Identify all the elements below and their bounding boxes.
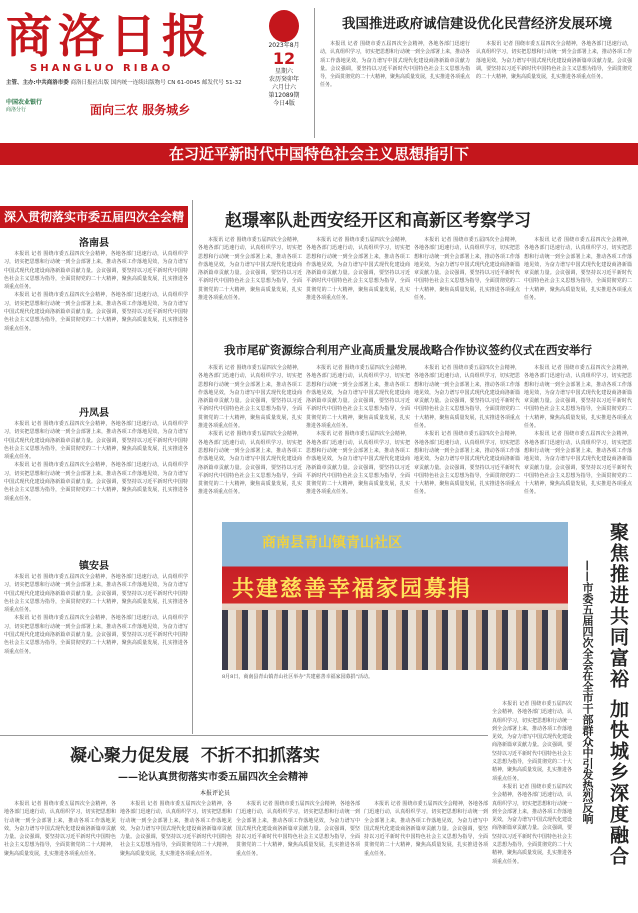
publisher-detail: 商洛日报社出版 国内统一连续出版物号 CN 61-0045 邮发代号 51-32 [70,80,242,86]
date-weekday: 星期六 [274,68,293,75]
county-text-3: 本报讯 记者 围绕市委五届四次全会精神，各地各部门迅速行动，认真组织学习，切实把思想和行动统一到全会部署上来，推动各项工作落地见效，为奋力谱写中国式现代化建设商洛新篇章贡献力量。会议强调，要坚持以习近平新时代中国特色社会主义思想为指导，全面贯彻党的二十大精神，聚焦高质量发展，扎实推进各项重点任务。 [4,574,188,614]
county-heading-1: 洛南县 [79,238,109,249]
vertical-headline: 聚焦推进共同富裕 加快城乡深度融合 [607,522,629,867]
sidebar-divider [192,200,193,734]
second-col1 [198,364,302,514]
bottom-text2: 本报讯 记者 围绕市委五届四次全会精神，各地各部门迅速行动，认真组织学习，切实把思想和行动统一到全会部署上来，推动各项工作落地见效，为奋力谱写中国式现代化建设商洛新篇章贡献力量。会议强调，要坚持以习近平新时代中国特色社会主义思想为指导，全面贯彻党的二十大精神，聚焦高质量发展，扎实推进各项重点任务。 [120,801,232,857]
top-story-col2 [476,40,632,138]
lead-text2: 本报讯 记者 围绕市委五届四次全会精神，各地各部门迅速行动，认真组织学习，切实把思想和行动统一到全会部署上来，推动各项工作落地见效，为奋力谱写中国式现代化建设商洛新篇章贡献力量。会议强调，要坚持以习近平新时代中国特色社会主义思想为指导，全面贯彻党的二十大精神，聚焦高质量发展，扎实推进各项重点任务。 [306,237,410,302]
bottom-col1 [4,800,116,906]
county-text-2b: 本报讯 记者 围绕市委五届四次全会精神，各地各部门迅速行动，认真组织学习，切实把思想和行动统一到全会部署上来，推动各项工作落地见效，为奋力谱写中国式现代化建设商洛新篇章贡献力量。会议强调，要坚持以习近平新时代中国特色社会主义思想为指导，全面贯彻党的二十大精神，聚焦高质量发展，扎实推进各项重点任务。 [4,462,188,502]
sidebar-header: 深入贯彻落实市委五届四次全会精神 [0,206,188,228]
lead-col2 [306,236,410,334]
county-heading-2: 丹凤县 [79,408,109,419]
second-headline: 我市尾矿资源综合利用产业高质量发展战略合作协议签约仪式在西安举行 [224,343,592,357]
news-photo [222,522,568,670]
masthead-pinyin: SHANGLUO RIBAO [30,63,174,74]
lead-text1: 本报讯 记者 围绕市委五届四次全会精神，各地各部门迅速行动，认真组织学习，切实把思想和行动统一到全会部署上来，推动各项工作落地见效，为奋力谱写中国式现代化建设商洛新篇章贡献力量。会议强调，要坚持以习近平新时代中国特色社会主义思想为指导，全面贯彻党的二十大精神，聚焦高质量发展，扎实推进各项重点任务。 [198,237,302,302]
bottom-col2 [120,800,232,906]
county-text-2: 本报讯 记者 围绕市委五届四次全会精神，各地各部门迅速行动，认真组织学习，切实把思想和行动统一到全会部署上来，推动各项工作落地见效，为奋力谱写中国式现代化建设商洛新篇章贡献力量。会议强调，要坚持以习近平新时代中国特色社会主义思想为指导，全面贯彻党的二十大精神，聚焦高质量发展，扎实推进各项重点任务。 [4,421,188,461]
second-text1b: 本报讯 记者 围绕市委五届四次全会精神，各地各部门迅速行动，认真组织学习，切实把思想和行动统一到全会部署上来，推动各项工作落地见效，为奋力谱写中国式现代化建设商洛新篇章贡献力量。会议强调，要坚持以习近平新时代中国特色社会主义思想为指导，全面贯彻党的二十大精神，聚焦高质量发展，扎实推进各项重点任务。 [198,431,302,496]
county-text-1: 本报讯 记者 围绕市委五届四次全会精神，各地各部门迅速行动，认真组织学习，切实把思想和行动统一到全会部署上来，推动各项工作落地见效，为奋力谱写中国式现代化建设商洛新篇章贡献力量。会议强调，要坚持以习近平新时代中国特色社会主义思想为指导，全面贯彻党的二十大精神，聚焦高质量发展，扎实推进各项重点任务。 [4,251,188,291]
date-lunar: 农历癸卯年 [268,76,299,83]
bottom-rule [0,735,488,736]
bottom-text4: 本报讯 记者 围绕市委五届四次全会精神，各地各部门迅速行动，认真组织学习，切实把思想和行动统一到全会部署上来，推动各项工作落地见效，为奋力谱写中国式现代化建设商洛新篇章贡献力量。会议强调，要坚持以习近平新时代中国特色社会主义思想为指导，全面贯彻党的二十大精神，聚焦高质量发展，扎实推进各项重点任务。 [364,801,488,857]
bottom-col4 [364,800,488,906]
feature-col1 [198,522,218,698]
masthead-slogan: 面向三农 服务城乡 [90,103,191,117]
bottom-author: 本报评论员 [200,790,231,797]
second-col3 [414,364,520,514]
second-text3: 本报讯 记者 围绕市委五届四次全会精神，各地各部门迅速行动，认真组织学习，切实把思想和行动统一到全会部署上来，推动各项工作落地见效，为奋力谱写中国式现代化建设商洛新篇章贡献力量。会议强调，要坚持以习近平新时代中国特色社会主义思想为指导，全面贯彻党的二十大精神，聚焦高质量发展，扎实推进各项重点任务。 [414,365,520,430]
lead-headline: 赵璟率队赴西安经开区和高新区考察学习 [225,211,531,231]
feature-text2: 本报讯 记者 围绕市委五届四次全会精神，各地各部门迅速行动，认真组织学习，切实把思想和行动统一到全会部署上来，推动各项工作落地见效，为奋力谱写中国式现代化建设商洛新篇章贡献力量。会议强调，要坚持以习近平新时代中国特色社会主义思想为指导，全面贯彻党的二十大精神，聚焦高质量发展，扎实推进各项重点任务。 [492,783,572,865]
second-text3b: 本报讯 记者 围绕市委五届四次全会精神，各地各部门迅速行动，认真组织学习，切实把思想和行动统一到全会部署上来，推动各项工作落地见效，为奋力谱写中国式现代化建设商洛新篇章贡献力量。会议强调，要坚持以习近平新时代中国特色社会主义思想为指导，全面贯彻党的二十大精神，聚焦高质量发展，扎实推进各项重点任务。 [414,431,520,496]
county-text-1b: 本报讯 记者 围绕市委五届四次全会精神，各地各部门迅速行动，认真组织学习，切实把思想和行动统一到全会部署上来，推动各项工作落地见效，为奋力谱写中国式现代化建设商洛新篇章贡献力量。会议强调，要坚持以习近平新时代中国特色社会主义思想为指导，全面贯彻党的二十大精神，聚焦高质量发展，扎实推进各项重点任务。 [4,292,188,332]
photo-sign-2: 共建慈善幸福家园募捐 [232,577,473,602]
second-col4 [524,364,632,514]
county-heading-3: 镇安县 [79,561,109,572]
bank-logo [6,97,66,119]
bottom-subheadline: ——论认真贯彻落实市委五届四次全会精神 [118,772,308,783]
bottom-col3 [236,800,360,906]
bank-name: 中国农业银行 [6,99,43,106]
county-story-3 [4,573,188,733]
bottom-text1: 本报讯 记者 围绕市委五届四次全会精神，各地各部门迅速行动，认真组织学习，切实把思想和行动统一到全会部署上来，推动各项工作落地见效，为奋力谱写中国式现代化建设商洛新篇章贡献力量。会议强调，要坚持以习近平新时代中国特色社会主义思想为指导，全面贯彻党的二十大精神，聚焦高质量发展，扎实推进各项重点任务。 [4,801,116,857]
vertical-divider [314,8,315,138]
publisher: 主管、主办:中共商洛市委 [6,80,69,86]
date-today: 今日4版 [273,100,295,107]
second-text2: 本报讯 记者 围绕市委五届四次全会精神，各地各部门迅速行动，认真组织学习，切实把思想和行动统一到全会部署上来，推动各项工作落地见效，为奋力谱写中国式现代化建设商洛新篇章贡献力量。会议强调，要坚持以习近平新时代中国特色社会主义思想为指导，全面贯彻党的二十大精神，聚焦高质量发展，扎实推进各项重点任务。 [306,365,410,430]
publisher-info [6,80,261,87]
emblem-icon [269,10,299,42]
top-story-text2: 本报讯 记者 围绕市委五届四次全会精神，各地各部门迅速行动，认真组织学习，切实把思想和行动统一到全会部署上来，推动各项工作落地见效，为奋力谱写中国式现代化建设商洛新篇章贡献力量。会议强调，要坚持以习近平新时代中国特色社会主义思想为指导，全面贯彻党的二十大精神，聚焦高质量发展，扎实推进各项重点任务。 [476,41,632,81]
feature-text: 本报讯 记者 围绕市委五届四次全会精神，各地各部门迅速行动，认真组织学习，切实把思想和行动统一到全会部署上来，推动各项工作落地见效，为奋力谱写中国式现代化建设商洛新篇章贡献力量。会议强调，要坚持以习近平新时代中国特色社会主义思想为指导，全面贯彻党的二十大精神，聚焦高质量发展，扎实推进各项重点任务。 [492,701,572,782]
lead-col4 [524,236,632,334]
top-story-text1: 本报讯 记者 围绕市委五届四次全会精神，各地各部门迅速行动，认真组织学习，切实把思想和行动统一到全会部署上来，推动各项工作落地见效，为奋力谱写中国式现代化建设商洛新篇章贡献力量。会议强调，要坚持以习近平新时代中国特色社会主义思想为指导，全面贯彻党的二十大精神，聚焦高质量发展，扎实推进各项重点任务。 [320,41,470,89]
top-story-col1 [320,40,470,138]
county-text-3b: 本报讯 记者 围绕市委五届四次全会精神，各地各部门迅速行动，认真组织学习，切实把思想和行动统一到全会部署上来，推动各项工作落地见效，为奋力谱写中国式现代化建设商洛新篇章贡献力量。会议强调，要坚持以习近平新时代中国特色社会主义思想为指导，全面贯彻党的二十大精神，聚焦高质量发展，扎实推进各项重点任务。 [4,615,188,655]
photo-sign-1: 商南县青山镇青山社区 [262,535,402,551]
lead-text4: 本报讯 记者 围绕市委五届四次全会精神，各地各部门迅速行动，认真组织学习，切实把思想和行动统一到全会部署上来，推动各项工作落地见效，为奋力谱写中国式现代化建设商洛新篇章贡献力量。会议强调，要坚持以习近平新时代中国特色社会主义思想为指导，全面贯彻党的二十大精神，聚焦高质量发展，扎实推进各项重点任务。 [524,237,632,302]
second-col2 [306,364,410,514]
second-text1: 本报讯 记者 围绕市委五届四次全会精神，各地各部门迅速行动，认真组织学习，切实把思想和行动统一到全会部署上来，推动各项工作落地见效，为奋力谱写中国式现代化建设商洛新篇章贡献力量。会议强调，要坚持以习近平新时代中国特色社会主义思想为指导，全面贯彻党的二十大精神，聚焦高质量发展，扎实推进各项重点任务。 [198,365,302,430]
county-story-1 [4,250,188,398]
feature-col [492,700,572,900]
lead-col1 [198,236,302,334]
photo-crowd [222,610,568,670]
masthead-title: 商洛日报 [6,9,214,63]
date-issue: 第12089期 [268,92,300,99]
photo-caption-text: 8月8日，商南县青山镇青山社区举办"共建慈善幸福家园募捐"活动。 [222,674,373,680]
vertical-subheadline: ——市委五届四次全会在全市干部群众中引发热烈反响 [581,560,594,824]
date-box [258,8,310,120]
bottom-headline: 凝心聚力促发展 不折不扣抓落实 [70,746,320,766]
bank-sub: 商洛分行 [6,107,27,113]
lead-col3 [414,236,520,334]
top-headline: 我国推进政府诚信建设优化民营经济发展环境 [342,16,612,32]
date-year-month: 2023年8月 [268,42,300,49]
date-day: 12 [272,49,296,68]
photo-caption [222,673,568,697]
date-lunar2: 六月廿六 [271,84,296,91]
bottom-text3: 本报讯 记者 围绕市委五届四次全会精神，各地各部门迅速行动，认真组织学习，切实把思想和行动统一到全会部署上来，推动各项工作落地见效，为奋力谱写中国式现代化建设商洛新篇章贡献力量。会议强调，要坚持以习近平新时代中国特色社会主义思想为指导，全面贯彻党的二十大精神，聚焦高质量发展，扎实推进各项重点任务。 [236,801,360,857]
second-text4: 本报讯 记者 围绕市委五届四次全会精神，各地各部门迅速行动，认真组织学习，切实把思想和行动统一到全会部署上来，推动各项工作落地见效，为奋力谱写中国式现代化建设商洛新篇章贡献力量。会议强调，要坚持以习近平新时代中国特色社会主义思想为指导，全面贯彻党的二十大精神，聚焦高质量发展，扎实推进各项重点任务。 [524,365,632,430]
lead-text3: 本报讯 记者 围绕市委五届四次全会精神，各地各部门迅速行动，认真组织学习，切实把思想和行动统一到全会部署上来，推动各项工作落地见效，为奋力谱写中国式现代化建设商洛新篇章贡献力量。会议强调，要坚持以习近平新时代中国特色社会主义思想为指导，全面贯彻党的二十大精神，聚焦高质量发展，扎实推进各项重点任务。 [414,237,520,302]
county-story-2 [4,420,188,552]
second-text2b: 本报讯 记者 围绕市委五届四次全会精神，各地各部门迅速行动，认真组织学习，切实把思想和行动统一到全会部署上来，推动各项工作落地见效，为奋力谱写中国式现代化建设商洛新篇章贡献力量。会议强调，要坚持以习近平新时代中国特色社会主义思想为指导，全面贯彻党的二十大精神，聚焦高质量发展，扎实推进各项重点任务。 [306,431,410,496]
theme-banner: 在习近平新时代中国特色社会主义思想指引下 [0,143,638,165]
second-text4b: 本报讯 记者 围绕市委五届四次全会精神，各地各部门迅速行动，认真组织学习，切实把思想和行动统一到全会部署上来，推动各项工作落地见效，为奋力谱写中国式现代化建设商洛新篇章贡献力量。会议强调，要坚持以习近平新时代中国特色社会主义思想为指导，全面贯彻党的二十大精神，聚焦高质量发展，扎实推进各项重点任务。 [524,431,632,496]
